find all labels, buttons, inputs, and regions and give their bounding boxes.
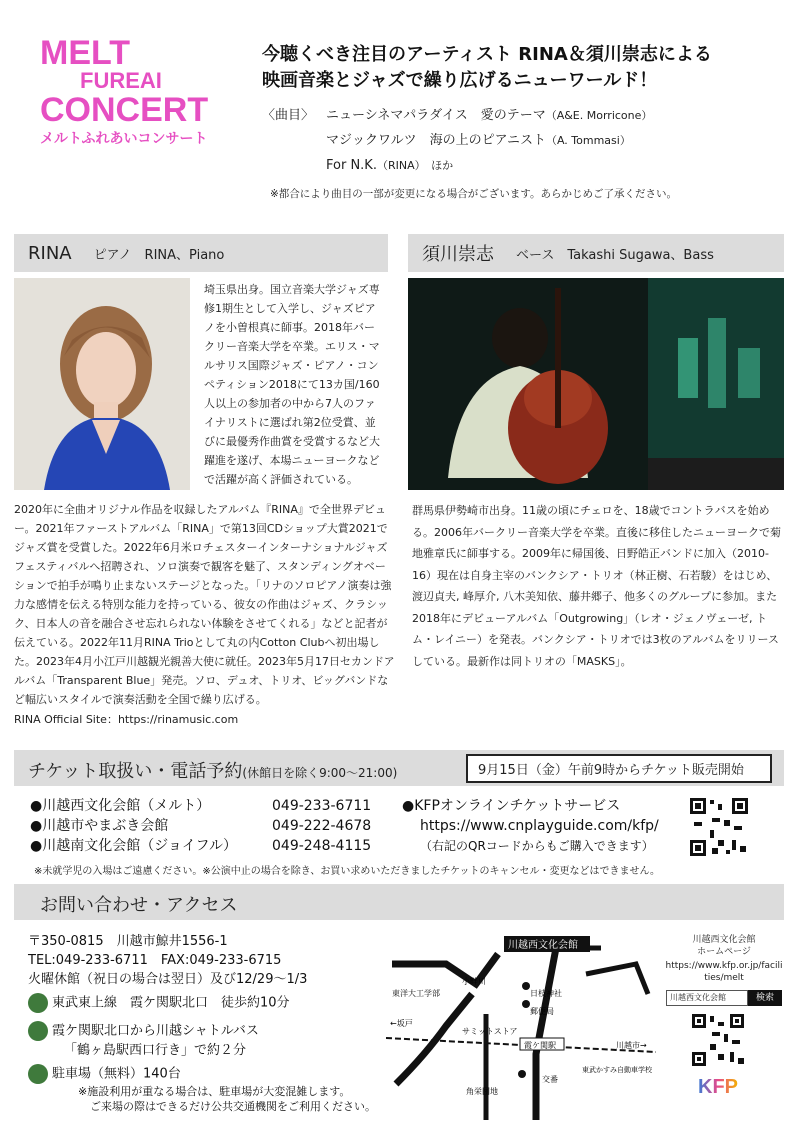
bus-icon bbox=[28, 1021, 48, 1041]
venue-tel: 049-248-4115 bbox=[272, 838, 372, 854]
svg-text:小畔川: 小畔川 bbox=[462, 977, 486, 986]
homepage-url[interactable]: https://www.kfp.or.jp/facilities/melt bbox=[665, 961, 783, 983]
homepage-label: 川越西文化会館 ホームページ bbox=[692, 935, 756, 957]
svg-text:角栄団地: 角栄団地 bbox=[466, 1087, 498, 1096]
venue-tel: 049-233-6711 bbox=[272, 798, 372, 814]
access-info bbox=[28, 932, 388, 1114]
svg-text:サミットストア: サミットストア bbox=[462, 1027, 518, 1036]
rina-bio: 2020年に全曲オリジナル作品を収録したアルバム『RINA』で全世界デビュー。2021年ファーストアルバム「RINA」で第13回CDショップ大賞2021でジャズ賞を受賞した。2022年6月米ロチェスターインターナショナルジャズフェスティバルへ招聘され、ソロ演奏で観客を魅了、スタンディングオベーションで拍手が鳴り止まないステージとなった。「リナのソロピアノ演奏は強力な感情を伝える特別な能力を持っている、彼女の作曲はジャズ、クラシック、日本人の音を融合させ忘れられない体験をさせてくれる」などと記者が伝えている。2022年11月RINA Trioとして丸の内Cotton Clubへ初出場した。2023年4月小江戸川越観光親善大使に就任。2023年5月17日セカンドアルバム「Transparent Blue」発売。ソロ、デュオ、トリオ、ビッグバンドなど幅広いスタイルで演奏活動を全国で繰り広げる。 bbox=[14, 503, 395, 706]
svg-text:霞ケ関駅: 霞ケ関駅 bbox=[524, 1041, 556, 1050]
access-title: お問い合わせ・アクセス bbox=[40, 895, 238, 916]
search-button[interactable]: 検索 bbox=[748, 990, 782, 1006]
artist-header-sugawa bbox=[408, 234, 784, 272]
headline bbox=[262, 42, 782, 94]
parking-note1: ※施設利用が重なる場合は、駐車場が大変混雑します。 bbox=[78, 1085, 351, 1098]
svg-text:東武かすみ自動車学校: 東武かすみ自動車学校 bbox=[582, 1066, 652, 1074]
svg-text:日枝神社: 日枝神社 bbox=[530, 989, 562, 998]
concert-logo bbox=[40, 36, 250, 148]
logo-line1: MELT bbox=[40, 34, 131, 72]
program-item: For N.K.（RINA） ほか bbox=[326, 158, 454, 173]
venue-tel-list bbox=[272, 796, 371, 856]
svg-text:交番: 交番 bbox=[542, 1075, 558, 1084]
logo-line2: FUREAI bbox=[80, 68, 162, 93]
sugawa-photo bbox=[408, 278, 784, 490]
ticket-qr-icon[interactable] bbox=[688, 796, 750, 858]
sale-start-box: 9月15日（金）午前9時からチケット販売開始 bbox=[466, 754, 772, 783]
artist-name: 須川崇志 bbox=[422, 244, 494, 265]
logo-line4: メルトふれあいコンサート bbox=[40, 131, 208, 147]
bus-access: 霞ケ関駅北口から川越シャトルバス bbox=[28, 1021, 388, 1041]
parking: 駐車場（無料）140台 bbox=[28, 1064, 388, 1084]
address: 〒350-0815 川越市鯨井1556-1 bbox=[28, 934, 228, 949]
tel-fax: TEL:049-233-6711 FAX:049-233-6715 bbox=[28, 953, 282, 968]
closed-days: 火曜休館（祝日の場合は翌日）及び12/29～1/3 bbox=[28, 972, 308, 987]
svg-text:←坂戸: ←坂戸 bbox=[390, 1019, 413, 1028]
ticket-title: チケット取扱い・電話予約(休館日を除く9:00～21:00) bbox=[28, 761, 398, 782]
rina-bio-side: 埼玉県出身。国立音楽大学ジャズ専修1期生として入学し、ジャズピアノを小曽根真に師事。2018年バークリー音楽大学を卒業。エリス・マルサリス国際ジャズ・ピアノ・コンペティション2018にて13カ国/160人以上の参加者の中から7人のファイナリストに選ばれ第2位受賞、並びに最優秀作曲賞を受賞するなど大躍進を遂げ、本場ニューヨークなどで活躍が高く評価されている。 bbox=[204, 283, 380, 486]
online-ticket bbox=[402, 796, 682, 856]
venue-item: ●川越西文化会館（メルト） bbox=[30, 798, 211, 814]
artist-name: RINA bbox=[28, 242, 72, 264]
svg-text:郵便局: 郵便局 bbox=[530, 1007, 554, 1016]
rina-photo bbox=[14, 278, 190, 490]
artist-role: ピアノ RINA、Piano bbox=[93, 247, 225, 263]
map-hall-label: 川越西文化会館 bbox=[508, 940, 578, 951]
logo-line3: CONCERT bbox=[40, 91, 209, 129]
artist-role: ベース Takashi Sugawa、Bass bbox=[516, 247, 714, 263]
headline-line1: 今聴くべき注目のアーティスト RINA＆須川崇志による bbox=[262, 44, 712, 65]
kfp-logo: KFP bbox=[698, 1076, 738, 1098]
car-icon bbox=[28, 1064, 48, 1084]
ticket-note: ※未就学児の入場はご遠慮ください。※公演中止の場合を除き、お買い求めいただきましたチケットのキャンセル・変更などはできません。 bbox=[34, 866, 661, 877]
svg-text:東洋大工学部: 東洋大工学部 bbox=[392, 989, 440, 998]
artist-header-rina bbox=[14, 234, 388, 272]
program-note: ※都合により曲目の一部が変更になる場合がございます。あらかじめご了承ください。 bbox=[270, 188, 677, 200]
train-access: 東武東上線 霞ケ関駅北口 徒歩約10分 bbox=[28, 993, 388, 1013]
program-item: マジックワルツ 海の上のピアニスト（A. Tommasi） bbox=[326, 133, 631, 148]
train-icon bbox=[28, 993, 48, 1013]
venue-list bbox=[30, 796, 237, 856]
venue-item: ●川越南文化会館（ジョイフル） bbox=[30, 838, 237, 854]
sugawa-bio: 群馬県伊勢崎市出身。11歳の頃にチェロを、18歳でコントラバスを始める。2006年バークリー音楽大学を卒業。直後に移住したニューヨークで菊地雅章氏に師事する。2009年に帰国後、日野皓正バンドに加入（2010-16）現在は自身主宰のバンクシア・トリオ（林正樹、石若駿）をはじめ、渡辺貞夫, 峰厚介, 八木美知依、藤井郷子、他多くのグループに参加。また2018年にデビューアルバム「Outgrowing」（レオ・ジェノヴェーゼ, トム・レイニー）を発表。バンクシア・トリオでは3枚のアルバムをリリースしている。最新作は同トリオの「MASKS」。 bbox=[412, 504, 781, 668]
homepage-qr-icon[interactable] bbox=[690, 1012, 746, 1068]
search-input[interactable]: 川越西文化会館 bbox=[666, 990, 748, 1006]
online-url[interactable]: https://www.cnplayguide.com/kfp/ bbox=[420, 818, 659, 834]
program-label: 〈曲目〉 bbox=[262, 108, 315, 123]
rina-site: RINA Official Site：https://rinamusic.com bbox=[14, 713, 239, 726]
search-box[interactable] bbox=[666, 990, 782, 1006]
bus-access-2: 「鶴ヶ島駅西口行き」で約２分 bbox=[64, 1043, 247, 1058]
program-item: ニューシネマパラダイス 愛のテーマ（A&E. Morricone） bbox=[326, 108, 653, 123]
venue-tel: 049-222-4678 bbox=[272, 818, 372, 834]
parking-note2: ご来場の際はできるだけ公共交通機関をご利用ください。 bbox=[90, 1100, 376, 1113]
headline-line2: 映画音楽とジャズで繰り広げるニューワールド！ bbox=[262, 70, 658, 91]
venue-item: ●川越市やまぶき会館 bbox=[30, 818, 169, 834]
online-note: （右記のQRコードからもご購入できます） bbox=[420, 839, 654, 853]
access-map bbox=[386, 934, 656, 1120]
svg-text:川越市→: 川越市→ bbox=[616, 1041, 647, 1050]
online-title: ●KFPオンラインチケットサービス bbox=[402, 798, 621, 814]
